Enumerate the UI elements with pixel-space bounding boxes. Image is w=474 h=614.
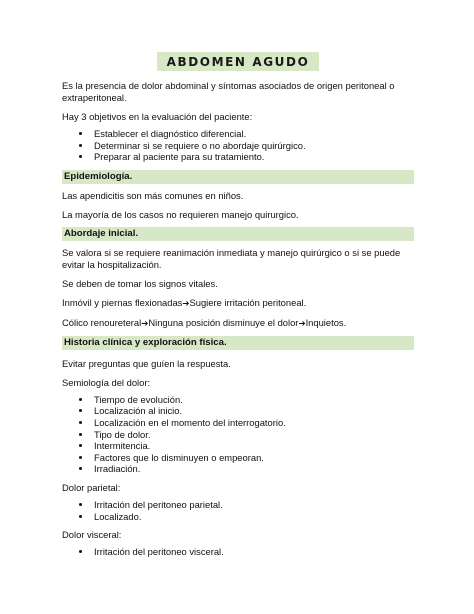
paragraph <box>62 297 414 310</box>
list-item: • Tiempo de evolución. <box>92 394 414 406</box>
parietal-list <box>62 499 414 522</box>
visceral-list <box>62 546 414 558</box>
section-heading-epidemiologia: Epidemiología. <box>62 170 414 184</box>
paragraph: Las apendicitis son más comunes en niños. <box>62 189 244 201</box>
list-item: • Localización en el momento del interrogatorio. <box>92 417 414 429</box>
text-fragment: Inmóvil y piernas flexionadas <box>62 296 183 308</box>
list-item: • Irritación del peritoneo visceral. <box>92 546 414 558</box>
list-item: • Factores que lo disminuyen o empeoran. <box>92 452 414 464</box>
title-wrap <box>62 52 414 71</box>
paragraph: Evitar preguntas que guíen la respuesta. <box>62 357 231 369</box>
paragraph: Se deben de tomar los signos vitales. <box>62 277 218 289</box>
paragraph <box>62 317 414 330</box>
paragraph: La mayoría de los casos no requieren manejo quirurgico. <box>62 208 299 220</box>
list-item: • Localizado. <box>92 511 414 523</box>
list-item: • Irradiación. <box>92 463 414 475</box>
list-item: • Intermitencia. <box>92 440 414 452</box>
paragraph: Dolor visceral: <box>62 529 122 541</box>
list-item: • Irritación del peritoneo parietal. <box>92 499 414 511</box>
paragraph: Semiología del dolor: <box>62 376 151 388</box>
paragraph: Se valora si se requiere reanimación inmediata y manejo quirúrgico o si se puede evitar la hospitalización. <box>62 246 401 270</box>
arrow-right-icon: ➔ <box>182 298 190 309</box>
list-item: • Localización al inicio. <box>92 405 414 417</box>
document-title: ABDOMEN AGUDO <box>157 52 320 71</box>
arrow-right-icon: ➔ <box>298 318 306 329</box>
section-heading-abordaje: Abordaje inicial. <box>62 227 414 241</box>
semiologia-list <box>62 394 414 475</box>
list-item: • Preparar al paciente para su tratamiento. <box>92 151 414 163</box>
list-item: • Establecer el diagnóstico diferencial. <box>92 128 414 140</box>
paragraph: Dolor parietal: <box>62 481 121 493</box>
text-fragment: Inquietos. <box>305 316 347 328</box>
intro-paragraph: Es la presencia de dolor abdominal y síntomas asociados de origen peritoneal o extraperitoneal. <box>62 80 395 103</box>
arrow-right-icon: ➔ <box>141 318 149 329</box>
list-item: • Tipo de dolor. <box>92 429 414 441</box>
objectives-list <box>62 128 414 163</box>
section-heading-historia: Historia clínica y exploración física. <box>62 336 414 350</box>
objectives-intro: Hay 3 objetivos en la evaluación del paciente: <box>62 111 253 122</box>
list-item: • Determinar si se requiere o no abordaje quirúrgico. <box>92 140 414 152</box>
text-fragment: Sugiere irritación peritoneal. <box>189 296 307 308</box>
text-fragment: Cólico renoureteral <box>62 316 142 328</box>
text-fragment: Ninguna posición disminuye el dolor <box>148 316 299 328</box>
